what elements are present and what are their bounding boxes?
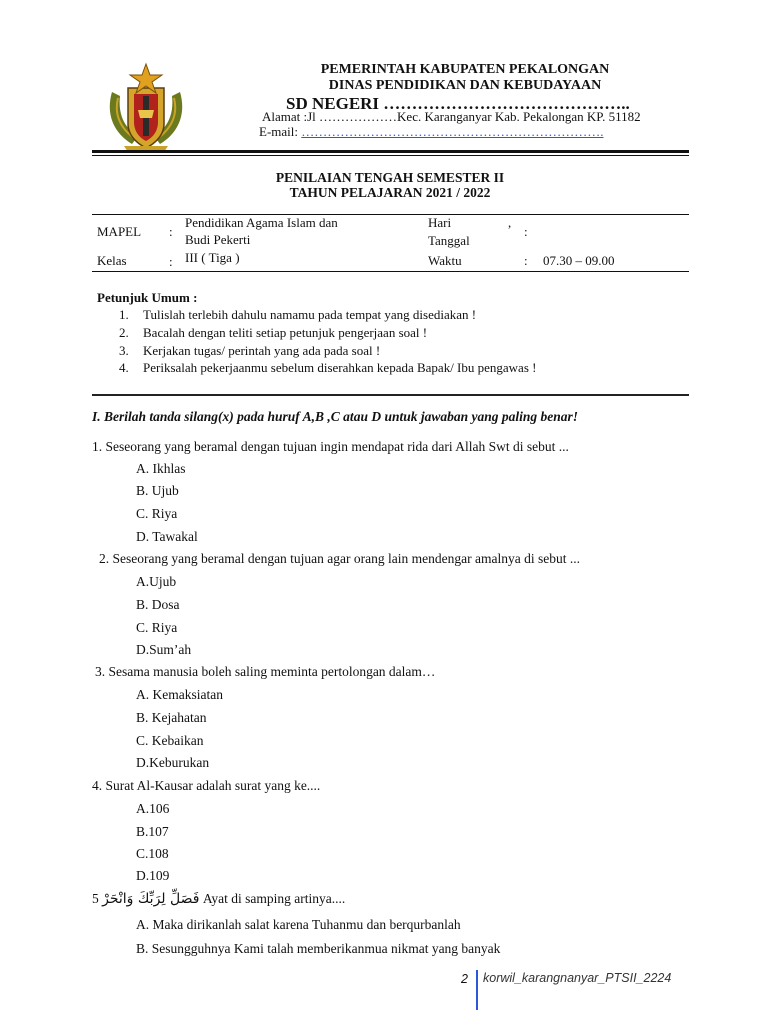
header-divider-thick (92, 150, 689, 153)
q3-option-c[interactable]: C. Kebaikan (136, 733, 204, 748)
header-divider-thin (92, 155, 689, 156)
hari-label: Hari (428, 215, 452, 230)
question-1: 1. Seseorang yang beramal dengan tujuan ingin mendapat rida dari Allah Swt di sebut ... (92, 439, 569, 454)
question-5-text: Ayat di samping artinya.... (199, 891, 346, 906)
hari-comma: , (508, 215, 512, 230)
q5-option-a[interactable]: A. Maka dirikanlah salat karena Tuhanmu dan berqurbanlah (136, 917, 461, 932)
email-link[interactable]: ……………………………………………………………. (301, 124, 604, 139)
info-table-bottom-border (92, 271, 689, 272)
q3-option-b[interactable]: B. Kejahatan (136, 710, 207, 725)
waktu-label: Waktu (428, 253, 462, 268)
kelas-label: Kelas (97, 253, 127, 268)
q3-option-d[interactable]: D.Keburukan (136, 755, 210, 770)
footer-divider (476, 970, 478, 1010)
section-divider (92, 394, 689, 396)
q2-option-c[interactable]: C. Riya (136, 620, 178, 635)
q3-option-a[interactable]: A. Kemaksiatan (136, 687, 223, 702)
info-table-top-border (92, 214, 689, 215)
header-line-2: DINAS PENDIDIKAN DAN KEBUDAYAAN (328, 78, 602, 93)
mapel-label: MAPEL (97, 224, 142, 239)
instruction-item: 3. Kerjakan tugas/ perintah yang ada pada soal ! (119, 343, 381, 358)
question-5 (92, 891, 345, 907)
school-name: SD NEGERI …………………………………….. (286, 94, 630, 113)
instruction-item: 1. Tulislah terlebih dahulu namamu pada tempat yang disediakan ! (119, 307, 477, 322)
mapel-colon: : (169, 224, 173, 239)
header-line-1: PEMERINTAH KABUPATEN PEKALONGAN (320, 62, 610, 77)
exam-title: PENILAIAN TENGAH SEMESTER II (275, 170, 505, 185)
kelas-colon: : (169, 254, 173, 269)
instructions-title: Petunjuk Umum : (97, 290, 198, 305)
question-3: 3. Sesama manusia boleh saling meminta pertolongan dalam… (95, 664, 436, 679)
footer-label: korwil_karangnanyar_PTSII_2224 (483, 971, 672, 985)
tanggal-label: Tanggal (428, 233, 470, 248)
question-2: 2. Seseorang yang beramal dengan tujuan agar orang lain mendengar amalnya di sebut ... (99, 551, 580, 566)
mapel-value-line2: Budi Pekerti (185, 232, 251, 247)
q5-option-b[interactable]: B. Sesungguhnya Kami talah memberikanmua nikmat yang banyak (136, 941, 501, 956)
q4-option-a[interactable]: A.106 (136, 801, 170, 816)
school-address: Alamat :Jl ………………Kec. Karanganyar Kab. Pekalongan KP. 51182 (262, 109, 641, 124)
instruction-item: 4. Periksalah pekerjaanmu sebelum diserahkan kepada Bapak/ Ibu pengawas ! (119, 360, 537, 375)
exam-year: TAHUN PELAJARAN 2021 / 2022 (289, 185, 491, 200)
q2-option-d[interactable]: D.Sum’ah (136, 642, 192, 657)
q1-option-a[interactable]: A. Ikhlas (136, 461, 186, 476)
email-label: E-mail: (259, 124, 302, 139)
q2-option-b[interactable]: B. Dosa (136, 597, 180, 612)
q4-option-c[interactable]: C.108 (136, 846, 169, 861)
waktu-value: 07.30 – 09.00 (543, 253, 615, 268)
q2-option-a[interactable]: A.Ujub (136, 574, 177, 589)
hari-colon: : (524, 224, 528, 239)
school-email (259, 124, 604, 140)
question-5-number: 5 (92, 891, 99, 906)
regency-emblem-logo (104, 62, 188, 154)
mapel-value-line1: Pendidikan Agama Islam dan (185, 215, 338, 230)
arabic-verse: فَصَلِّ لِرَبِّكَ وَانْحَرْ (102, 891, 200, 907)
q4-option-b[interactable]: B.107 (136, 824, 169, 839)
q1-option-d[interactable]: D. Tawakal (136, 529, 198, 544)
question-4: 4. Surat Al-Kausar adalah surat yang ke.... (92, 778, 321, 793)
instruction-item: 2. Bacalah dengan teliti setiap petunjuk pengerjaan soal ! (119, 325, 428, 340)
q4-option-d[interactable]: D.109 (136, 868, 170, 883)
page-number: 2 (461, 972, 468, 986)
kelas-value: III ( Tiga ) (185, 250, 240, 265)
q1-option-c[interactable]: C. Riya (136, 506, 178, 521)
waktu-colon: : (524, 253, 528, 268)
section-heading: I. Berilah tanda silang(x) pada huruf A,B ,C atau D untuk jawaban yang paling benar! (92, 409, 578, 424)
q1-option-b[interactable]: B. Ujub (136, 483, 179, 498)
